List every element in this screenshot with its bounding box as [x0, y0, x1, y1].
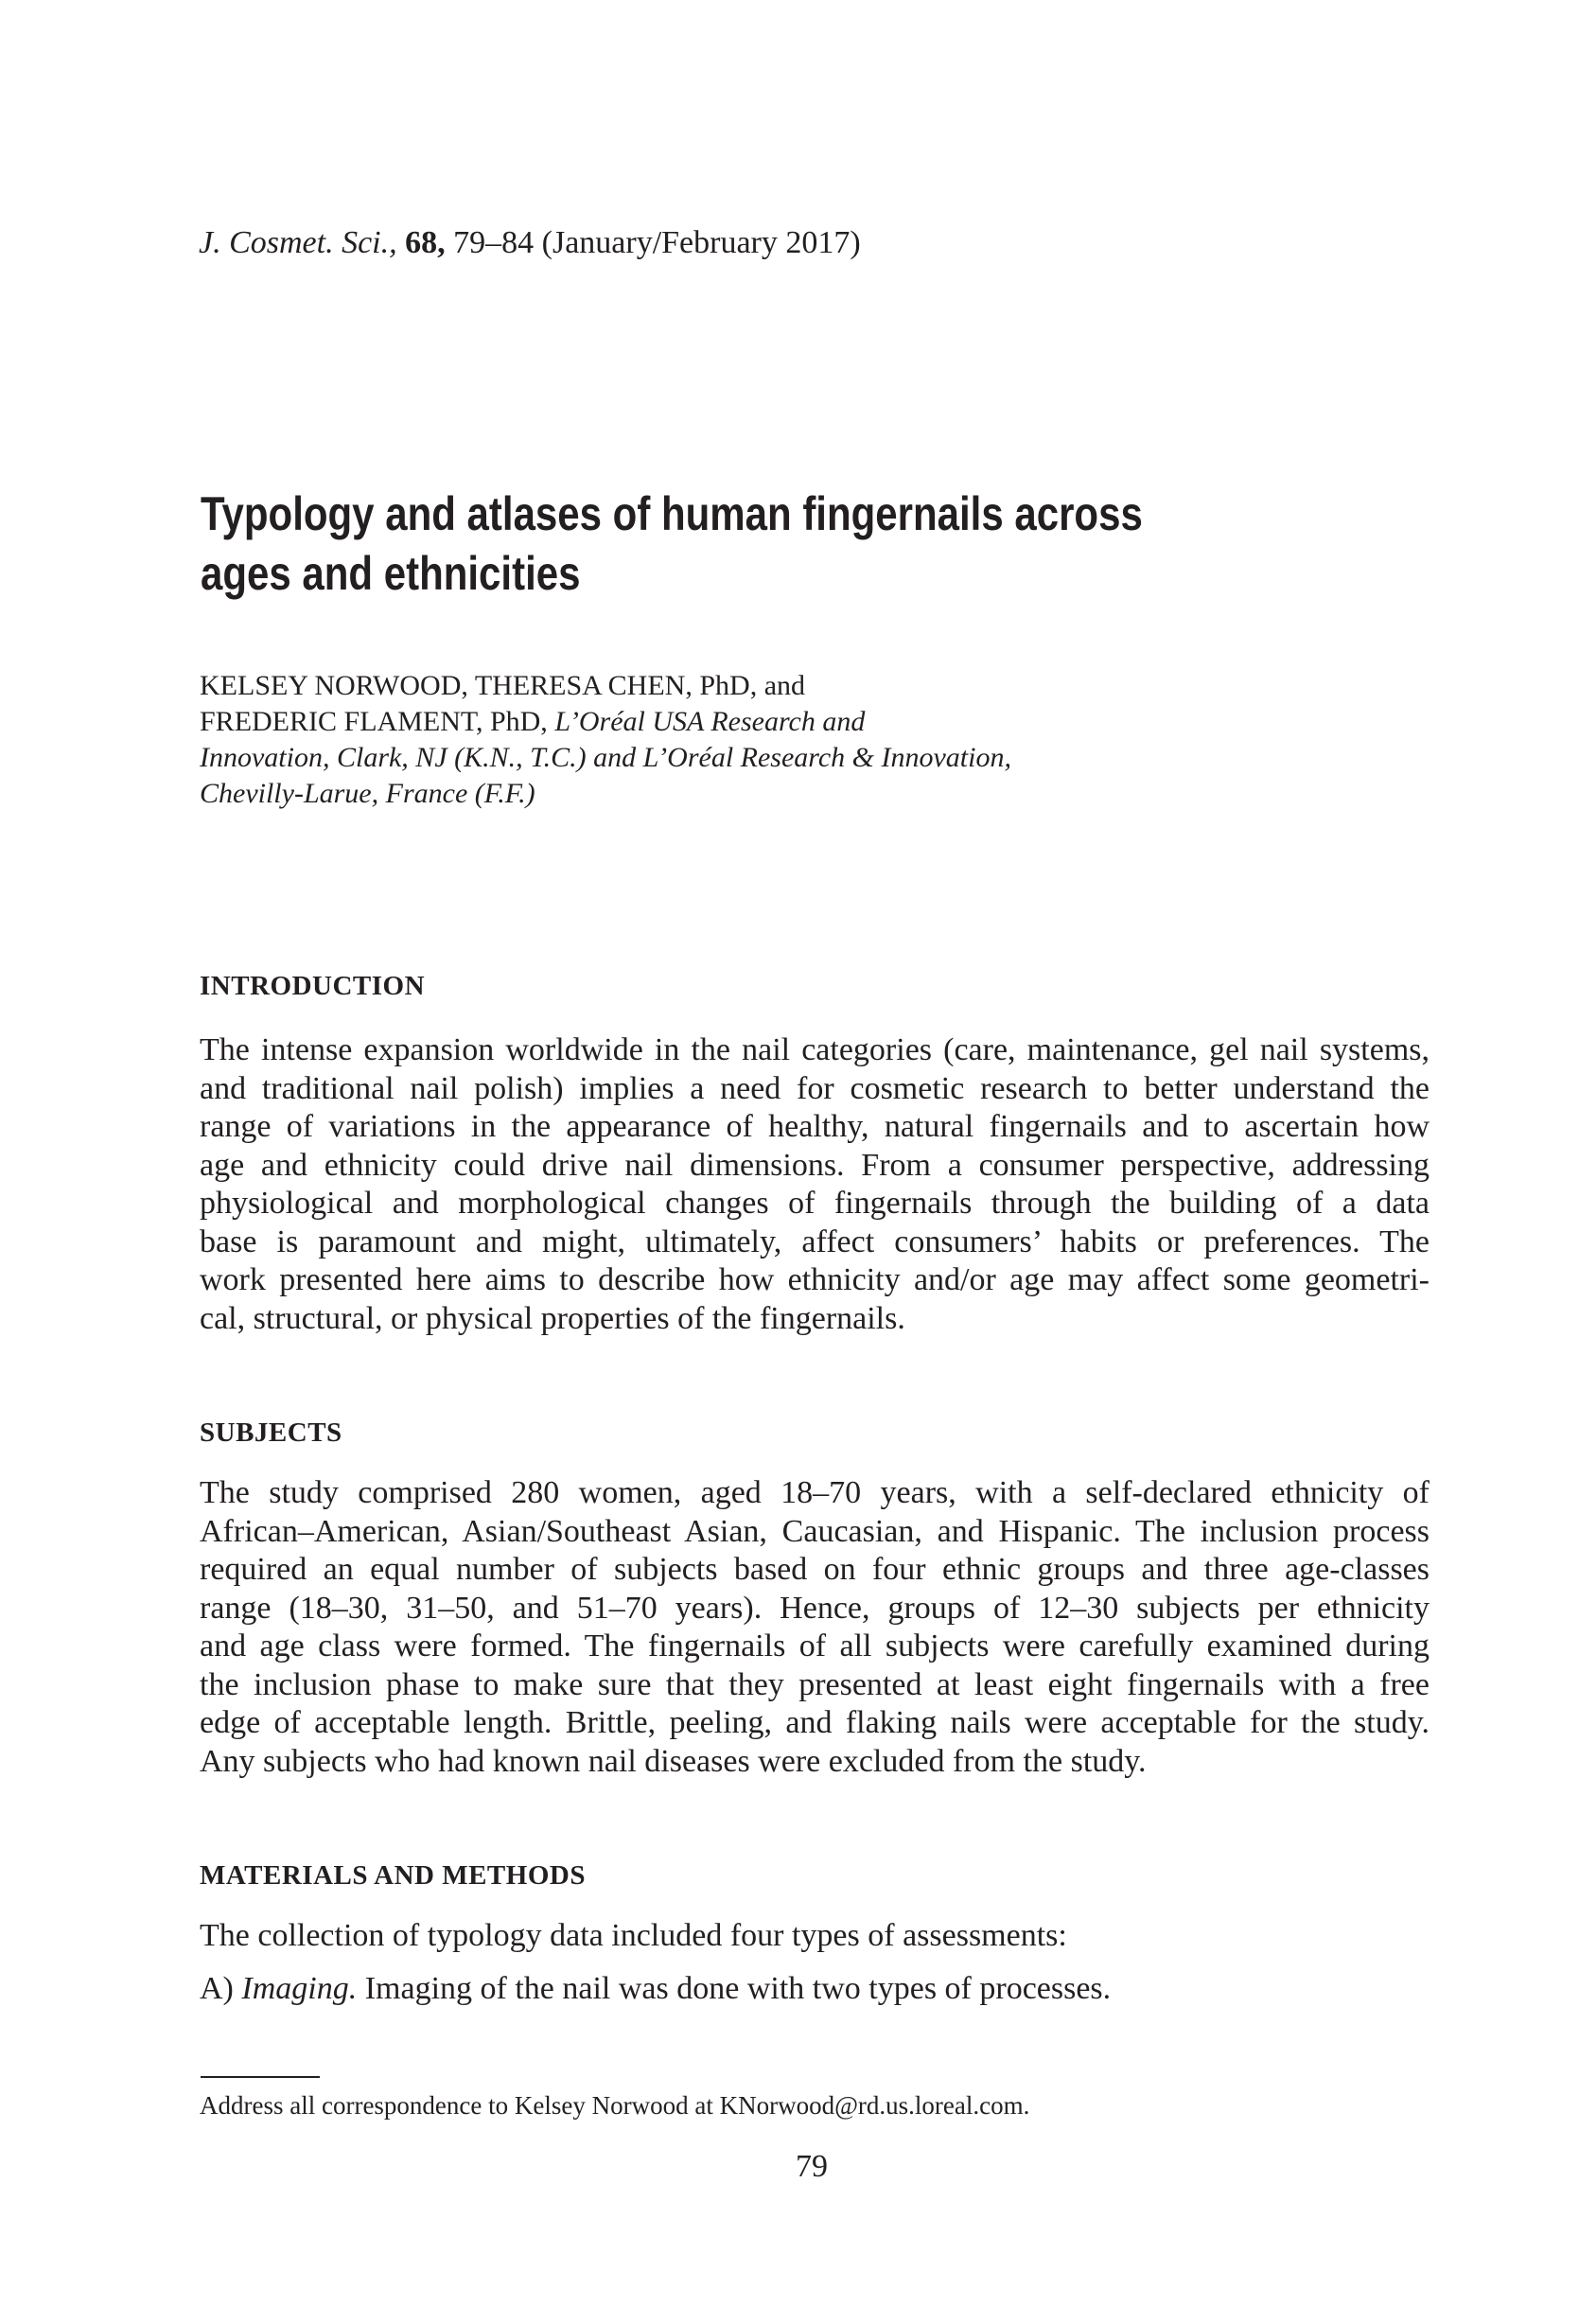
subjects-line: and age class were formed. The fingernails of all subjects were carefully examined during: [200, 1628, 1429, 1663]
subjects-line: African–American, Asian/Southeast Asian, Caucasian, and Hispanic. The inclusion process: [200, 1513, 1429, 1549]
introduction-line: age and ethnicity could drive nail dimensions. From a consumer perspective, addressing: [200, 1147, 1429, 1183]
page-number: 79: [796, 2149, 828, 2184]
introduction-line: and traditional nail polish) implies a need for cosmetic research to better understand the: [200, 1070, 1429, 1106]
introduction-line: cal, structural, or physical properties of the fingernails.: [200, 1300, 905, 1336]
subjects-paragraph: [200, 1474, 1429, 1781]
journal-pages-date: 79–84 (January/February 2017): [453, 225, 861, 260]
author-affiliation-line-4: Chevilly-Larue, France (F.F.): [200, 778, 535, 809]
introduction-line: work presented here aims to describe how ethnicity and/or age may affect some geometri-: [200, 1262, 1429, 1297]
article-title: [201, 484, 1154, 604]
introduction-line: base is paramount and might, ultimately, affect consumers’ habits or preferences. The: [200, 1223, 1429, 1259]
subjects-heading: SUBJECTS: [200, 1417, 342, 1448]
author-affiliation-line-3: Innovation, Clark, NJ (K.N., T.C.) and L’Oréal Research & Innovation,: [200, 742, 1011, 773]
introduction-heading: INTRODUCTION: [200, 971, 426, 1001]
author-block: [200, 668, 1011, 812]
subjects-line: The study comprised 280 women, aged 18–70 years, with a self-declared ethnicity of: [200, 1475, 1429, 1510]
materials-intro-line: The collection of typology data included four types of assessments:: [200, 1918, 1067, 1953]
introduction-paragraph: [200, 1031, 1429, 1338]
introduction-line: physiological and morphological changes of fingernails through the building of a data: [200, 1186, 1429, 1221]
materials-item-a-prefix: A): [200, 1971, 242, 2006]
subjects-line: Any subjects who had known nail diseases were excluded from the study.: [200, 1743, 1147, 1779]
subjects-line: the inclusion phase to make sure that they presented at least eight fingernails with a free: [200, 1666, 1429, 1702]
materials-item-a-label: Imaging.: [241, 1971, 358, 2006]
journal-name: J. Cosmet. Sci.,: [199, 225, 397, 260]
article-title-line-2: ages and ethnicities: [201, 547, 581, 600]
correspondence-footnote: Address all correspondence to Kelsey Norwood at KNorwood@rd.us.loreal.com.: [200, 2091, 1030, 2120]
author-line-2-affiliation: L’Oréal USA Research and: [554, 706, 866, 737]
journal-volume: 68,: [405, 225, 446, 260]
subjects-line: required an equal number of subjects based on four ethnic groups and three age-classes: [200, 1552, 1429, 1587]
introduction-line: range of variations in the appearance of healthy, natural fingernails and to ascertain how: [200, 1109, 1429, 1144]
author-line-1: KELSEY NORWOOD, THERESA CHEN, PhD, and: [200, 670, 806, 701]
author-line-2: [200, 704, 1011, 740]
materials-item-a-text: Imaging of the nail was done with two types of processes.: [357, 1971, 1112, 2006]
materials-methods-heading: MATERIALS AND METHODS: [200, 1860, 586, 1891]
author-line-2-names: FREDERIC FLAMENT, PhD,: [200, 706, 555, 737]
journal-citation: [199, 223, 861, 263]
subjects-line: range (18–30, 31–50, and 51–70 years). Hence, groups of 12–30 subjects per ethnicity: [200, 1590, 1429, 1626]
article-title-line-1: Typology and atlases of human fingernails across: [201, 487, 1143, 540]
introduction-line: The intense expansion worldwide in the nail categories (care, maintenance, gel nail systems,: [200, 1032, 1429, 1067]
footnote-divider: [201, 2076, 320, 2078]
materials-item-a: [200, 1970, 1111, 2008]
subjects-line: edge of acceptable length. Brittle, peeling, and flaking nails were acceptable for the study.: [200, 1705, 1429, 1740]
